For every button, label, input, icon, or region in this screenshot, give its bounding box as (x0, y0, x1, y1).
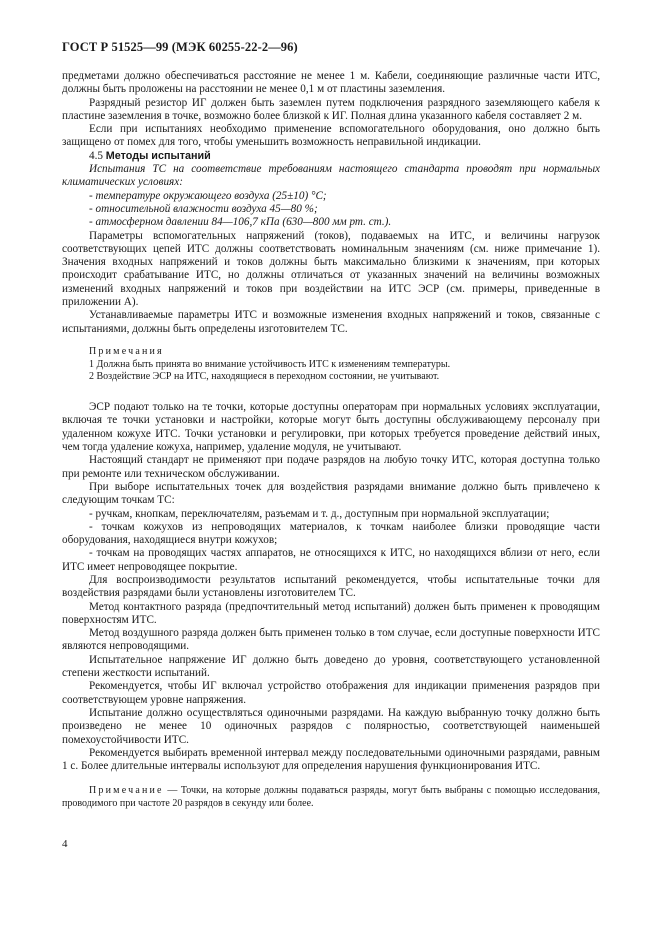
notes-heading: Примечания (89, 345, 164, 357)
conditions-intro: Испытания ТС на соответствие требованиям настоящего стандарта проводят при нормальных климатических условиях: (62, 163, 600, 189)
condition-item: - атмосферном давлении 84—106,7 кПа (630—800 мм рт. ст.). (89, 216, 392, 229)
paragraph: Если при испытаниях необходимо применение вспомогательного оборудования, оно должно быть защищено от помех для того, чтобы уменьшить возможность неправильной индикации. (62, 123, 600, 149)
section-heading (62, 150, 600, 163)
paragraph: Рекомендуется, чтобы ИГ включал устройство отображения для индикации применения разрядов при соответствующем уровне напряжения. (62, 680, 600, 706)
paragraph: Рекомендуется выбирать временной интервал между последовательными одиночными разрядами, равным 1 с. Более длительные интервалы используют для определения нарушения функционирования ИТС. (62, 746, 600, 773)
condition-item: - температуре окружающего воздуха (25±10) °С; (89, 189, 327, 202)
document-page (62, 40, 600, 810)
paragraph: предметами должно обеспечиваться расстояние не менее 1 м. Кабели, соединяющие различные части ИТС, должны быть проложены на расстоянии не менее 0,1 м от пластины заземления. (62, 70, 600, 96)
notes-block (62, 346, 600, 383)
final-note-label: Примечание (89, 785, 164, 797)
paragraph: Испытательное напряжение ИГ должно быть доведено до уровня, соответствующего установленной степени жесткости испытаний. (62, 653, 600, 680)
paragraph: Разрядный резистор ИГ должен быть заземлен путем подключения разрядного заземляющего кабеля к пластине заземления в точке, возможно более близкой к ИГ. Полная длина указанного кабеля составляет 2 м. (62, 96, 600, 122)
paragraph: Устанавливаемые параметры ИТС и возможные изменения входных напряжений и токов, связанные с испытаниями, должны быть определены изготовителем ТС. (62, 309, 600, 335)
page-number: 4 (62, 838, 68, 850)
paragraph: ЭСР подают только на те точки, которые доступны операторам при нормальных условиях эксплуатации, включая те точки установки и настройки, которые могут быть доступны обслуживающему персоналу при удаленном кожухе ИТС. Точки установки и регулировки, при которых требуется проведение действий иных, чем тогда удаление кожуха, например, удаление модуля, не учитывают. (62, 401, 600, 454)
condition-item: - относительной влажности воздуха 45—80 %; (89, 202, 318, 215)
note-item: 1 Должна быть принята во внимание устойчивость ИТС к изменениям температуры. (89, 359, 451, 371)
paragraph: Параметры вспомогательных напряжений (токов), подаваемых на ИТС, и величины нагрузок соответствующих цепей ИТС должны соответствовать номинальным значениям (см. ниже примечание 1). Значения входных напряжений и токов должны быть максимально близкими к значениям, при которых происходит срабатывание ИТС, но должны отличаться от указанных значений на величины возможных изменений входных напряжений и токов при воздействии на ИТС ЭСР (см. примеры, приведенные в приложении А). (62, 229, 600, 309)
paragraph: Испытание должно осуществляться одиночными разрядами. На каждую выбранную точку должно быть произведено не менее 10 одиночных разрядов с полярностью, соответствующей наименьшей помехоустойчивости ИТС. (62, 706, 600, 746)
paragraph: При выборе испытательных точек для воздействия разрядами внимание должно быть привлечено к следующим точкам ТС: (62, 480, 600, 507)
final-note (62, 785, 600, 810)
paragraph: Метод контактного разряда (предпочтительный метод испытаний) должен быть применен к проводящим поверхностям ИТС. (62, 600, 600, 626)
document-header: ГОСТ Р 51525—99 (МЭК 60255-22-2—96) (62, 40, 298, 54)
paragraph: Для воспроизводимости результатов испытаний рекомендуется, чтобы испытательные точки для воздействия разрядами были установлены изготовителем ТС. (62, 574, 600, 600)
list-item: - ручкам, кнопкам, переключателям, разъемам и т. д., доступным при нормальной эксплуатации; (89, 507, 550, 520)
note-item: 2 Воздействие ЭСР на ИТС, находящиеся в переходном состоянии, не учитывают. (89, 371, 440, 383)
paragraph: Метод воздушного разряда должен быть применен только в том случае, если доступные поверхности ИТС являются непроводящими. (62, 627, 600, 653)
list-item: - точкам кожухов из непроводящих материалов, к точкам наиболее близки проводящие части оборудования, находящиеся внутри кожухов; (62, 520, 600, 547)
paragraph: Настоящий стандарт не применяют при подаче разрядов на любую точку ИТС, которая доступна только при ремонте или техническом обслуживании. (62, 454, 600, 480)
list-item: - точкам на проводящих частях аппаратов, не относящихся к ИТС, но находящихся вблизи от него, если ИТС имеет непроводящее покрытие. (62, 547, 600, 573)
final-note-text: — Точки, на которые должны подаваться разряды, могут быть выбраны с помощью исследования, проводимого при частоте 20 разрядов в секунду или более. (62, 785, 601, 809)
section-number: 4.5 (89, 149, 103, 162)
section-title: Методы испытаний (105, 149, 211, 162)
